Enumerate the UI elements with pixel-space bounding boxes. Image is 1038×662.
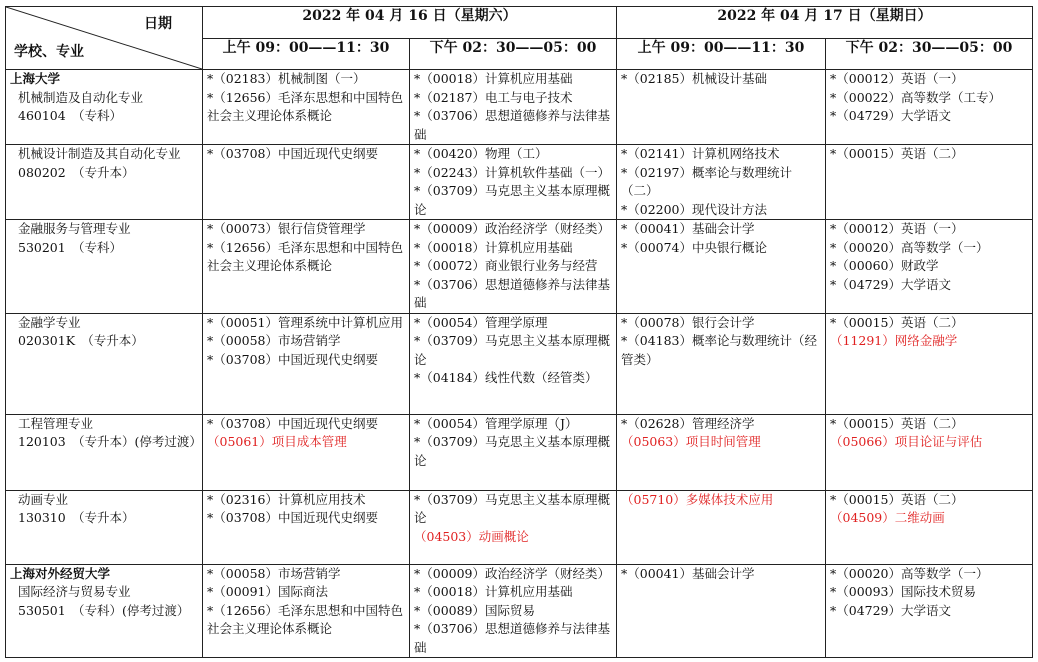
major-name: 金融学专业 [18,314,81,330]
course-item: *（03708）中国近现代史纲要 [207,351,379,367]
course-item: *（00078）银行会计学 [621,314,755,330]
course-item: （04509）二维动画 [830,510,945,525]
course-item: *（03708）中国近现代史纲要 [207,146,379,161]
course-item: *（00073）银行信贷管理学 [207,221,366,236]
course-item: *（04184）线性代数（经管类） [414,370,598,385]
exam-slot-cell [410,414,617,490]
course-item: *（12656）毛泽东思想和中国特色社会主义理论体系概论 [207,602,404,636]
major-name: 国际经济与贸易专业 [18,584,131,599]
course-item: （05063）项目时间管理 [621,434,761,449]
course-item: *（00054）管理学原理 [414,314,548,330]
corner-school-label: 学校、专业 [14,43,84,60]
slot-header: 下午 02：30——05：00 [826,38,1033,70]
course-item: *（00015）英语（二） [830,314,964,330]
exam-slot-cell [410,313,617,414]
course-item: *（03708）中国近现代史纲要 [207,510,379,525]
exam-slot-cell [826,564,1033,658]
course-item: *（00015）英语（二） [830,146,964,161]
course-item: *（00093）国际技术贸易 [830,584,977,599]
course-item: （04503）动画概论 [414,528,529,544]
major-code: 120103 （专升本）(停考过渡） [18,434,202,449]
course-item: *（03706）思想道德修养与法律基础 [414,276,611,310]
course-item: *（00015）英语（二） [830,415,964,431]
exam-slot-cell [617,490,826,564]
major-code: 020301K （专升本） [18,333,144,348]
exam-slot-cell [617,414,826,490]
course-item: *（04183）概率论与数理统计（经管类） [621,333,818,367]
exam-slot-cell [826,313,1033,414]
major-code: 460104 （专科） [18,108,122,123]
course-item: *（00009）政治经济学（财经类） [414,565,611,581]
table-row [6,414,1033,490]
course-item: *（02200）现代设计方法 [621,201,768,217]
exam-slot-cell [203,145,410,220]
course-item: *（00058）市场营销学 [207,565,341,581]
course-item: *（02185）机械设计基础 [621,71,768,86]
major-cell [6,220,203,314]
major-code: 080202 （专升本） [18,164,135,180]
exam-slot-cell [617,220,826,314]
course-item: *（02628）管理经济学 [621,415,755,431]
table-row [6,220,1033,314]
course-item: （11291）网络金融学 [830,333,958,348]
course-item: *（00089）国际贸易 [414,602,536,618]
course-item: *（00018）计算机应用基础 [414,71,573,86]
course-item: *（00074）中央银行概论 [621,239,768,255]
course-item: *（02197）概率论与数理统计（二） [621,164,793,198]
course-item: （05066）项目论证与评估 [830,434,983,449]
course-item: *（03709）马克思主义基本原理概论 [414,183,611,217]
course-item: *（03706）思想道德修养与法律基础 [414,621,611,655]
course-item: *（03706）思想道德修养与法律基础 [414,108,611,142]
exam-slot-cell [617,145,826,220]
course-item: *（00060）财政学 [830,258,939,273]
course-item: （05710）多媒体技术应用 [621,491,774,507]
schedule-body [6,70,1033,658]
course-item: *（00058）市场营销学 [207,333,341,348]
exam-slot-cell [617,313,826,414]
course-item: *（00051）管理系统中计算机应用 [207,314,404,330]
course-item: *（02243）计算机软件基础（一） [414,164,611,180]
course-item: *（00015）英语（二） [830,491,964,507]
major-code: 130310 （专升本） [18,510,135,525]
school-name: 上海大学 [10,71,61,86]
major-name: 机械制造及自动化专业 [18,89,144,105]
major-cell [6,70,203,145]
course-item: *（00012）英语（一） [830,71,964,86]
slot-header: 下午 02：30——05：00 [410,38,617,70]
course-item: *（00072）商业银行业务与经营 [414,258,598,273]
course-item: *（02183）机械制图（一） [207,71,366,86]
exam-slot-cell [410,564,617,658]
major-cell [6,313,203,414]
table-row [6,70,1033,145]
corner-date-label: 日期 [144,16,172,32]
major-name: 工程管理专业 [18,415,94,431]
corner-header [6,7,203,70]
major-cell [6,564,203,658]
course-item: *（00022）高等数学（工专） [830,89,1002,105]
major-name: 动画专业 [18,491,69,507]
major-name: 金融服务与管理专业 [18,221,131,236]
major-code: 530501 （专科）(停考过渡） [18,602,190,618]
exam-slot-cell [826,70,1033,145]
exam-slot-cell [203,564,410,658]
course-item: *（00041）基础会计学 [621,221,755,236]
course-item: *（00009）政治经济学（财经类） [414,221,611,236]
table-row [6,490,1033,564]
exam-slot-cell [410,490,617,564]
course-item: *（00018）计算机应用基础 [414,584,573,599]
course-item: *（04729）大学语文 [830,108,952,123]
exam-slot-cell [203,220,410,314]
course-item: *（00420）物理（工） [414,146,548,161]
major-code: 530201 （专科） [18,239,122,255]
course-item: *（04729）大学语文 [830,276,952,292]
course-item: *（00020）高等数学（一） [830,239,989,255]
exam-slot-cell [826,220,1033,314]
exam-slot-cell [826,490,1033,564]
table-row [6,145,1033,220]
major-name: 机械设计制造及其自动化专业 [18,146,181,161]
day-header-1: 2022 年 04 月 16 日（星期六） [203,7,617,39]
exam-slot-cell [203,490,410,564]
exam-slot-cell [410,70,617,145]
course-item: *（02316）计算机应用技术 [207,491,366,507]
course-item: *（12656）毛泽东思想和中国特色社会主义理论体系概论 [207,89,404,123]
exam-slot-cell [203,414,410,490]
exam-slot-cell [617,564,826,658]
exam-slot-cell [826,145,1033,220]
day-header-2: 2022 年 04 月 17 日（星期日） [617,7,1033,39]
course-item: *（00054）管理学原理（J） [414,415,578,431]
table-row [6,564,1033,658]
course-item: *（02141）计算机网络技术 [621,146,780,161]
exam-slot-cell [410,220,617,314]
course-item: *（00020）高等数学（一） [830,565,989,581]
school-name: 上海对外经贸大学 [10,565,111,581]
course-item: *（03709）马克思主义基本原理概论 [414,434,611,468]
course-item: *（03709）马克思主义基本原理概论 [414,333,611,367]
course-item: *（03708）中国近现代史纲要 [207,415,379,431]
major-cell [6,145,203,220]
course-item: *（00041）基础会计学 [621,565,755,581]
course-item: *（04729）大学语文 [830,602,952,618]
course-item: *（00091）国际商法 [207,584,329,599]
major-cell [6,414,203,490]
course-item: （05061）项目成本管理 [207,434,347,449]
exam-slot-cell [617,70,826,145]
course-item: *（00018）计算机应用基础 [414,239,573,255]
slot-header: 上午 09：00——11：30 [617,38,826,70]
course-item: *（00012）英语（一） [830,221,964,236]
exam-slot-cell [410,145,617,220]
slot-header: 上午 09：00——11：30 [203,38,410,70]
major-cell [6,490,203,564]
exam-schedule-table [5,6,1033,658]
course-item: *（02187）电工与电子技术 [414,89,573,105]
course-item: *（03709）马克思主义基本原理概论 [414,491,611,525]
exam-slot-cell [203,313,410,414]
table-row [6,313,1033,414]
exam-slot-cell [826,414,1033,490]
exam-slot-cell [203,70,410,145]
course-item: *（12656）毛泽东思想和中国特色社会主义理论体系概论 [207,239,404,273]
